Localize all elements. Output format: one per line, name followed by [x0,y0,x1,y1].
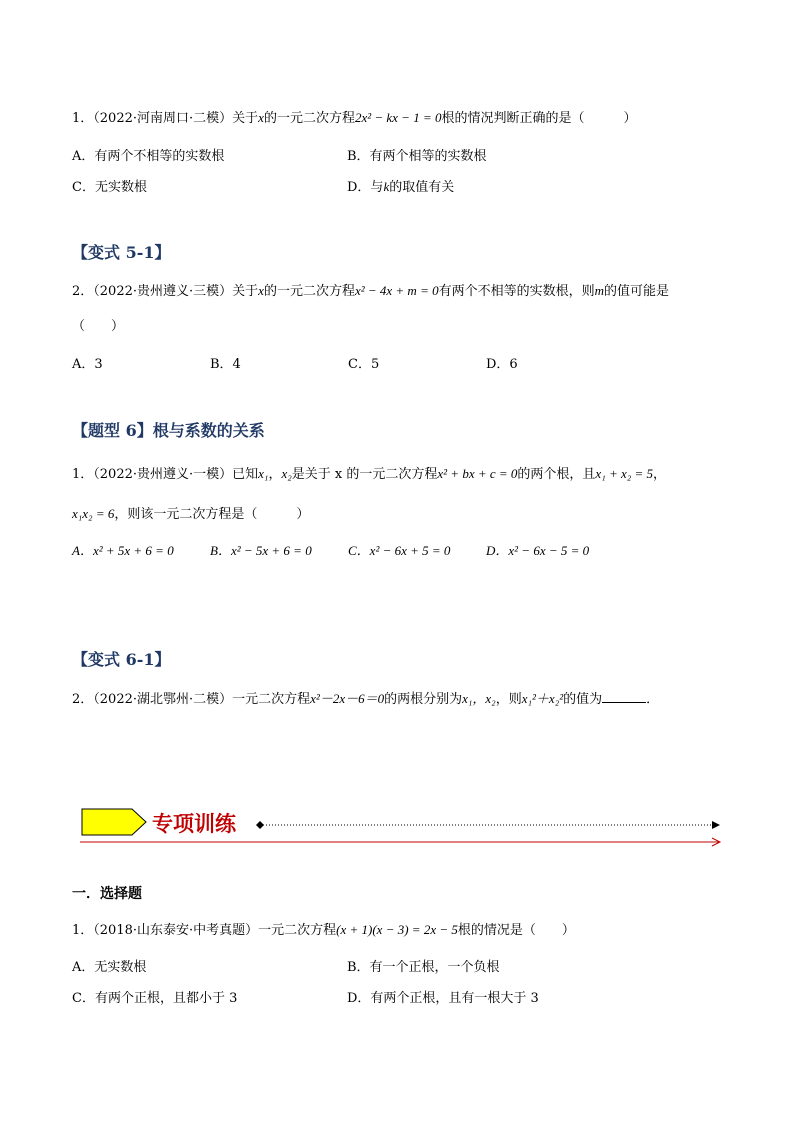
q1-option-c[interactable]: C．无实数根 [72,180,147,195]
variant-6-1-stem: 2．（2022·湖北鄂州·二模）一元二次方程x²－2x－6＝0的两根分别为x₁，x₂，则x₁²＋x₂²的值为 ． [72,691,660,707]
arrowhead-icon [712,821,720,829]
variant-5-1-heading: 【变式 5-1】 [72,243,171,262]
section-title: 一．选择题 [72,886,142,902]
variant-5-1-equation: x² − 4x + m = 0 [354,283,439,298]
type-6-stem: 1．（2022·贵州遵义·一模）已知x₁，x₂是关于 x 的一元二次方程x² + bx + c = 0的两个根，且x₁ + x₂ = 5， [72,466,667,482]
variant-5-1-option-d[interactable]: D．6 [486,357,518,372]
variant-5-1-option-b[interactable]: B．4 [210,357,241,372]
q1-option-d[interactable]: D．与k的取值有关 [347,179,455,195]
variant-5-1-stem: 2．（2022·贵州遵义·三模）关于x的一元二次方程x² − 4x + m = 0有两个不相等的实数根，则m的值可能是 [72,283,670,299]
banner-title: 专项训练 [152,812,236,836]
type-6-option-a[interactable]: A．x² + 5x + 6 = 0 [72,543,174,558]
variant-5-1-option-c[interactable]: C．5 [348,357,380,372]
type-6-option-d[interactable]: D．x² − 6x − 5 = 0 [486,543,590,558]
q1-option-b[interactable]: B．有两个相等的实数根 [347,149,487,164]
answer-blank[interactable] [602,690,646,703]
diamond-icon [256,821,264,829]
q1-option-a[interactable]: A．有两个不相等的实数根 [72,149,225,164]
section-q1-equation: (x + 1)(x − 3) = 2x − 5 [336,922,458,937]
section-q1-option-a[interactable]: A．无实数根 [72,960,147,975]
q1-number: 1． [72,111,94,126]
variant-5-1-paren: （ ） [72,319,125,334]
type-6-option-b[interactable]: B．x² − 5x + 6 = 0 [210,543,312,558]
q1-stem: 1．（2022·河南周口·二模）关于x的一元二次方程2x² − kx − 1 = 0根的情况判断正确的是（ ） [72,110,637,126]
type-6-option-c[interactable]: C．x² − 6x + 5 = 0 [348,543,451,558]
q1-equation: 2x² − kx − 1 = 0 [354,110,442,125]
section-q1-option-c[interactable]: C．有两个正根，且都小于 3 [72,991,238,1006]
variant-5-1-option-a[interactable]: A．3 [72,357,103,372]
type-6-stem-cont: x₁x₂ = 6，则该一元二次方程是（ ） [72,506,310,522]
section-q1-option-d[interactable]: D．有两个正根，且有一根大于 3 [347,991,539,1006]
section-q1-stem: 1．（2018·山东泰安·中考真题）一元二次方程(x + 1)(x − 3) = 2x − 5根的情况是（ ） [72,922,575,938]
variant-6-1-heading: 【变式 6-1】 [72,650,171,669]
banner-arrow-icon [82,809,146,835]
type-6-equation: x² + bx + c = 0 [437,466,518,481]
q1-source: （2022·河南周口·二模） [93,111,233,126]
type-6-heading: 【题型 6】根与系数的关系 [72,421,265,440]
section-q1-option-b[interactable]: B．有一个正根，一个负根 [347,960,500,975]
